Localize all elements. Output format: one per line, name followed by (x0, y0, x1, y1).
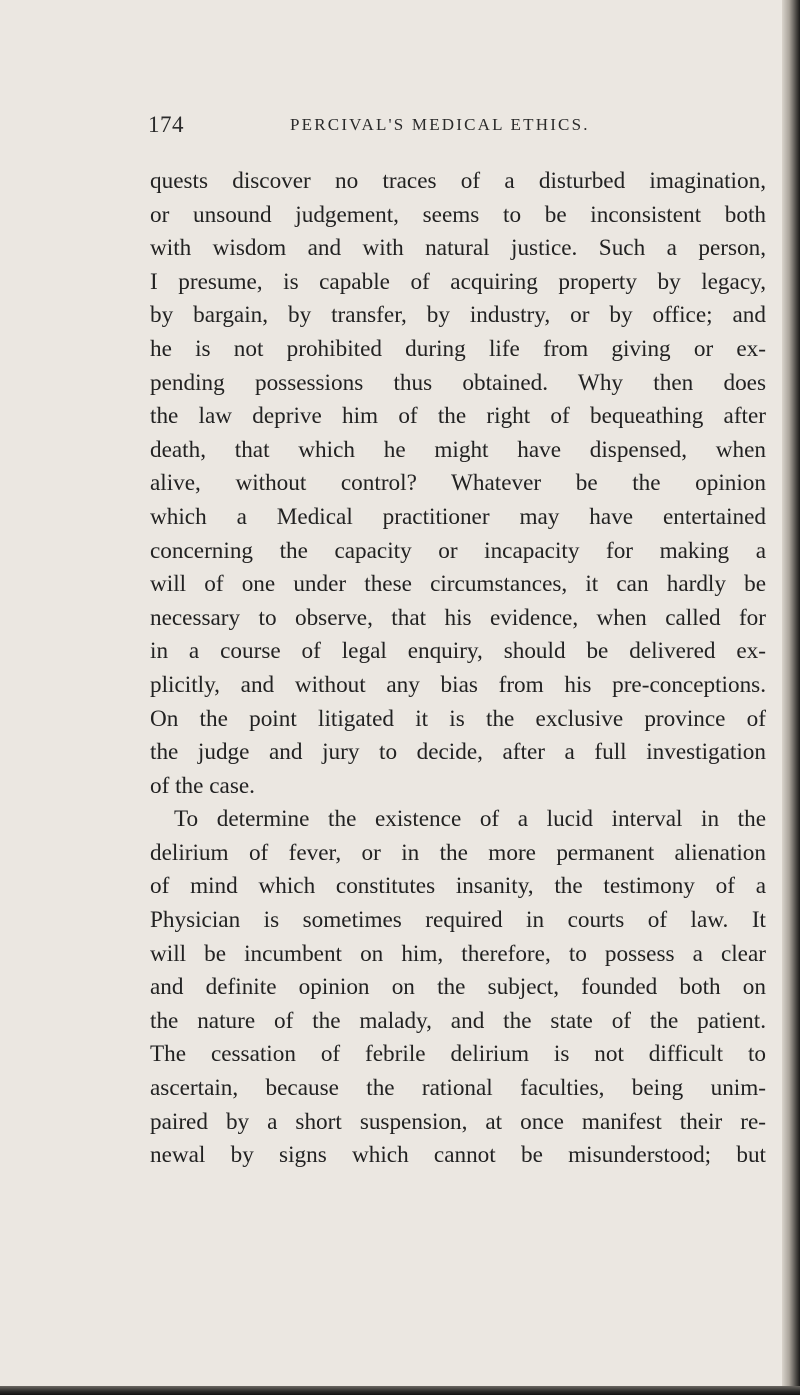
text-line: necessary to observe, that his evidence, when called for (150, 604, 766, 631)
paragraph (150, 803, 766, 1173)
paragraph (150, 165, 766, 803)
text-line: paired by a short suspension, at once manifest their re- (150, 1108, 766, 1135)
page-edge-shadow (782, 0, 800, 1395)
page-header (148, 112, 668, 146)
text-line: of mind which constitutes insanity, the testimony of a (150, 873, 766, 900)
text-line: delirium of fever, or in the more permanent alienation (150, 839, 766, 866)
text-line: I presume, is capable of acquiring property by legacy, (150, 268, 766, 295)
text-line: On the point litigated it is the exclusive province of (150, 705, 766, 732)
text-line: will be incumbent on him, therefore, to possess a clear (150, 940, 766, 967)
text-line: concerning the capacity or incapacity for making a (150, 537, 766, 564)
running-title: PERCIVAL'S MEDICAL ETHICS. (290, 115, 590, 134)
text-line: the nature of the malady, and the state of the patient. (150, 1007, 766, 1034)
text-line: of the case. (150, 772, 255, 799)
body-text (150, 165, 766, 1173)
text-line: ascertain, because the rational faculties, being unim- (150, 1075, 766, 1102)
text-line: by bargain, by transfer, by industry, or by office; and (150, 302, 766, 329)
text-line: the law deprive him of the right of bequeathing after (150, 403, 766, 430)
text-line: with wisdom and with natural justice. Such a person, (150, 235, 766, 262)
text-line: he is not prohibited during life from giving or ex- (150, 335, 766, 362)
text-line: Physician is sometimes required in courts of law. It (150, 907, 766, 934)
text-line: pending possessions thus obtained. Why then does (150, 369, 766, 396)
page-bottom-edge (0, 1386, 800, 1395)
text-line: the judge and jury to decide, after a full investigation (150, 739, 766, 766)
text-line: newal by signs which cannot be misunderstood; but (150, 1142, 766, 1169)
text-line: or unsound judgement, seems to be inconsistent both (150, 201, 766, 228)
text-line: will of one under these circumstances, it can hardly be (150, 571, 766, 598)
text-line: which a Medical practitioner may have entertained (150, 503, 766, 530)
text-line: and definite opinion on the subject, founded both on (150, 974, 766, 1001)
page-number: 174 (148, 112, 184, 137)
text-line: quests discover no traces of a disturbed imagination, (150, 168, 766, 194)
text-line: in a course of legal enquiry, should be delivered ex- (150, 638, 766, 665)
text-line: plicitly, and without any bias from his pre-conceptions. (150, 671, 766, 698)
text-line: The cessation of febrile delirium is not difficult to (150, 1041, 766, 1068)
text-line: To determine the existence of a lucid interval in the (174, 806, 766, 833)
text-line: alive, without control? Whatever be the opinion (150, 470, 766, 497)
text-line: death, that which he might have dispensed, when (150, 436, 766, 463)
